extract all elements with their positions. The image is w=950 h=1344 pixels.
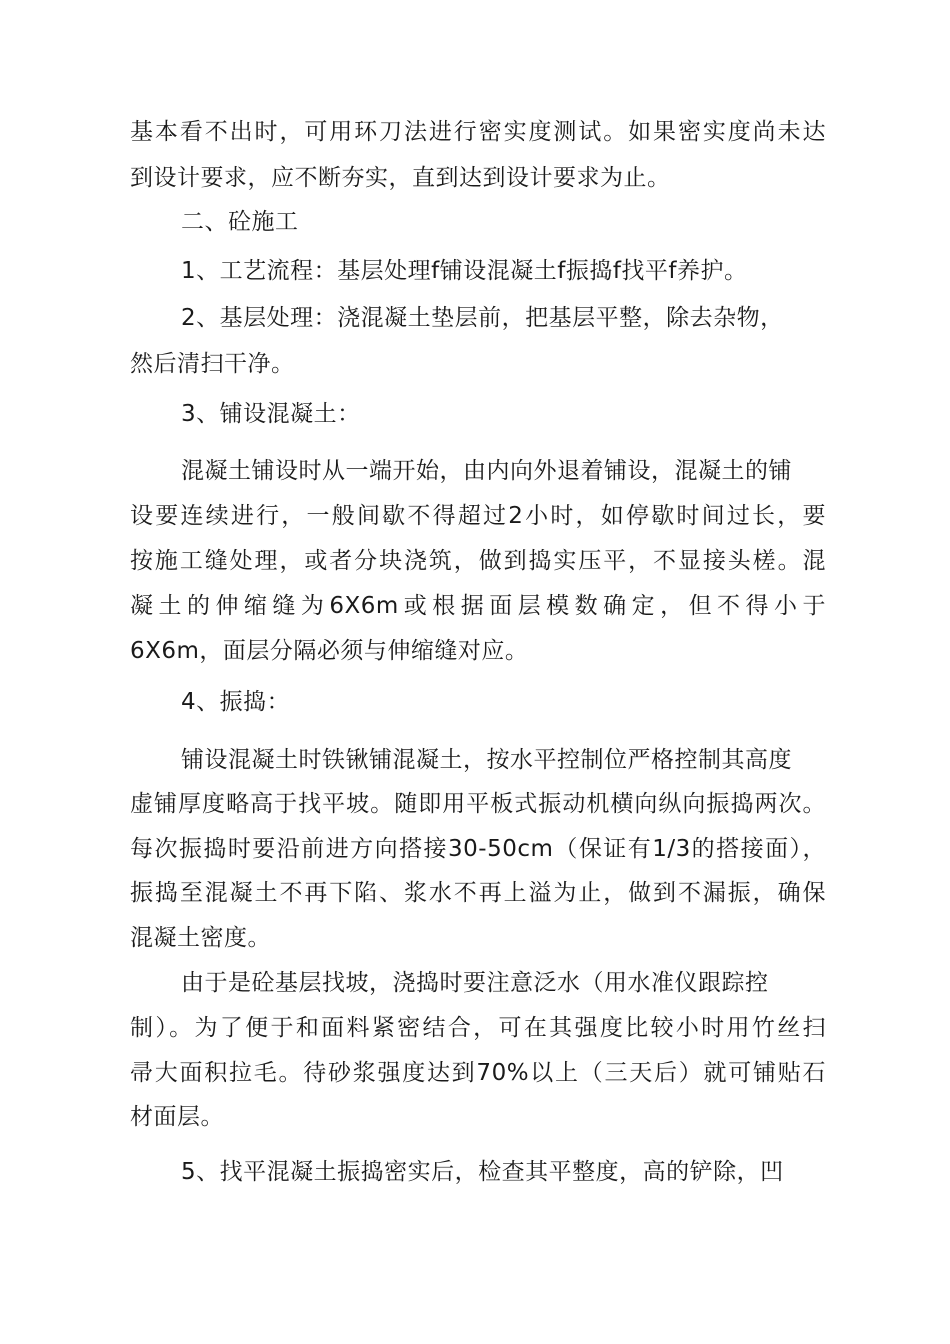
- concrete-line-1: 混凝土铺设时从一端开始，由内向外退着铺设，混凝土的铺: [181, 458, 792, 484]
- concrete-line-3: 按施工缝处理，或者分块浇筑，做到捣实压平，不显接头槎。混: [130, 548, 826, 574]
- subheading-concrete: 3、铺设混凝土：: [181, 401, 361, 427]
- base-treatment-line-2: 然后清扫干净。: [130, 351, 295, 377]
- slope-line-2: 制）。为了便于和面料紧密结合，可在其强度比较小时用竹丝扫: [130, 1015, 826, 1041]
- slope-line-4: 材面层。: [130, 1104, 224, 1130]
- slope-line-1: 由于是砼基层找坡，浇捣时要注意泛水（用水准仪跟踪控: [181, 970, 769, 996]
- vibration-line-1: 铺设混凝土时铁锹铺混凝土，按水平控制位严格控制其高度: [181, 747, 792, 773]
- process-flow-line: 1、工艺流程：基层处理f铺设混凝土f振捣f找平f养护。: [181, 258, 748, 284]
- paragraph-line-1: 基本看不出时，可用环刀法进行密实度测试。如果密实度尚未达: [130, 119, 826, 145]
- vibration-line-4: 振捣至混凝土不再下陷、浆水不再上溢为止，做到不漏振，确保: [130, 880, 826, 906]
- leveling-line-1: 5、找平混凝土振捣密实后，检查其平整度，高的铲除，凹: [181, 1159, 784, 1185]
- concrete-line-5: 6X6m，面层分隔必须与伸缩缝对应。: [130, 638, 529, 664]
- base-treatment-line-1: 2、基层处理：浇混凝土垫层前，把基层平整，除去杂物，: [181, 305, 784, 331]
- section-heading: 二、砼施工: [181, 209, 299, 235]
- paragraph-line-2: 到设计要求，应不断夯实，直到达到设计要求为止。: [130, 165, 671, 191]
- concrete-line-4: 凝土的伸缩缝为6X6m或根据面层模数确定，但不得小于: [130, 593, 826, 619]
- concrete-line-2: 设要连续进行，一般间歇不得超过2小时，如停歇时间过长，要: [130, 503, 826, 529]
- slope-line-3: 帚大面积拉毛。待砂浆强度达到70%以上（三天后）就可铺贴石: [130, 1060, 826, 1086]
- subheading-vibration: 4、振捣：: [181, 689, 291, 715]
- vibration-line-5: 混凝土密度。: [130, 925, 271, 951]
- vibration-line-3: 每次振捣时要沿前进方向搭接30-50cm（保证有1/3的搭接面），: [130, 836, 826, 862]
- vibration-line-2: 虚铺厚度略高于找平坡。随即用平板式振动机横向纵向振捣两次。: [130, 791, 826, 817]
